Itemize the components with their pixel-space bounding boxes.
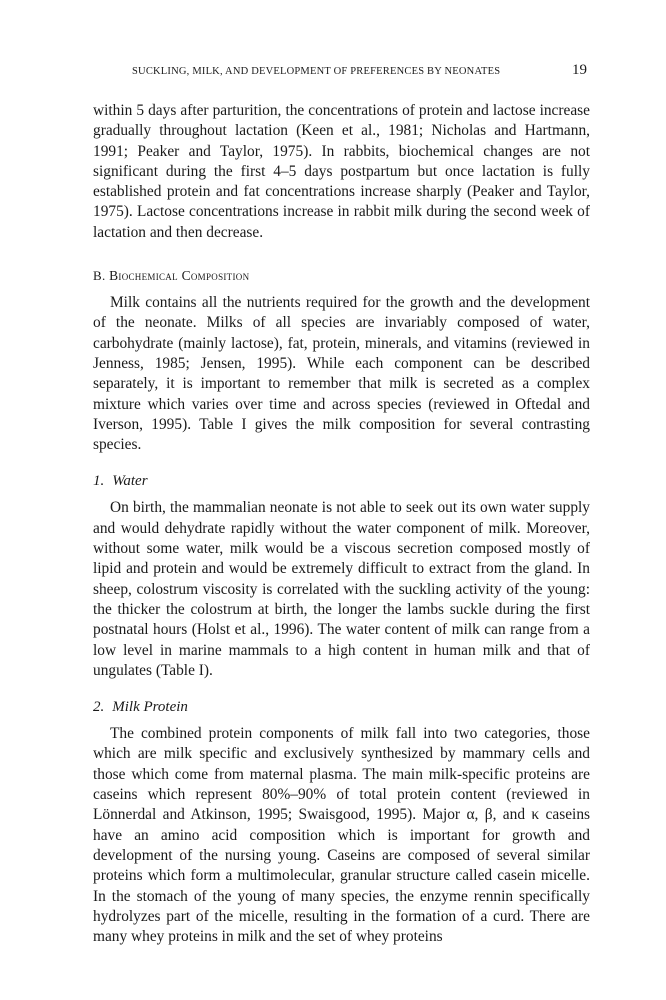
subsection-number: 2. (93, 699, 105, 716)
paragraph-milk-protein: The combined protein components of milk fall into two categories, those which are milk specific and exclusively synthesized by mammary cells and those which come from maternal plasma. The main milk-specific proteins are caseins which represent 80%–90% of total protein content (reviewed in Lönnerdal and Atkinson, 1995; Swaisgood, 1995). Major α, β, and κ caseins have an amino acid composition which is important for growth and development of the nursing young. Caseins are composed of several similar proteins which form a multimolecular, granular structure called casein micelle. In the stomach of the young of many species, the enzyme rennin specifically hydrolyzes part of the micelle, resulting in the formation of a curd. There are many whey proteins in milk and the set of whey proteins (93, 725, 590, 946)
subsection-title: Milk Protein (112, 699, 188, 716)
subsection-heading-milk-protein (93, 697, 590, 717)
paragraph-continued: within 5 days after parturition, the concentrations of protein and lactose increase gradually throughout lactation (Keen et al., 1981; Nicholas and Hartmann, 1991; Peaker and Taylor, 1975). In rabbits, biochemical changes are not significant during the first 4–5 days postpartum but once lactation is fully established protein and fat concentrations increase sharply (Peaker and Taylor, 1975). Lactose concentrations increase in rabbit milk during the second week of lactation and then decrease. (93, 102, 590, 241)
page-number: 19 (572, 62, 587, 78)
subsection-heading-water (93, 471, 590, 491)
running-title: SUCKLING, MILK, AND DEVELOPMENT OF PREFERENCES BY NEONATES (132, 66, 501, 77)
body-text (93, 101, 590, 947)
section-heading-b (93, 267, 590, 285)
section-letter: B. (93, 268, 106, 284)
subsection-title: Water (112, 473, 148, 490)
paragraph-water: On birth, the mammalian neonate is not able to seek out its own water supply and would dehydrate rapidly without the water component of milk. Moreover, without some water, milk would be a viscous secretion composed mostly of lipid and protein and would be extremely difficult to extract from the gland. In sheep, colostrum viscosity is correlated with the suckling activity of the young: the thicker the colostrum at birth, the longer the lambs suckle during the first postnatal hours (Holst et al., 1996). The water content of milk can range from a low level in marine mammals to a high content in human milk and that of ungulates (Table I). (93, 499, 590, 679)
running-head (0, 62, 666, 82)
subsection-number: 1. (93, 473, 105, 490)
paragraph-biochemical-composition: Milk contains all the nutrients required for the growth and the development of the neonate. Milks of all species are invariably composed of water, carbohydrate (mainly lactose), fat, protein, minerals, and vitamins (reviewed in Jenness, 1985; Jensen, 1995). While each component can be described separately, it is important to remember that milk is secreted as a complex mixture which varies over time and across species (reviewed in Oftedal and Iverson, 1995). Table I gives the milk composition for several contrasting species. (93, 294, 590, 454)
section-title: Biochemical Composition (109, 268, 250, 284)
